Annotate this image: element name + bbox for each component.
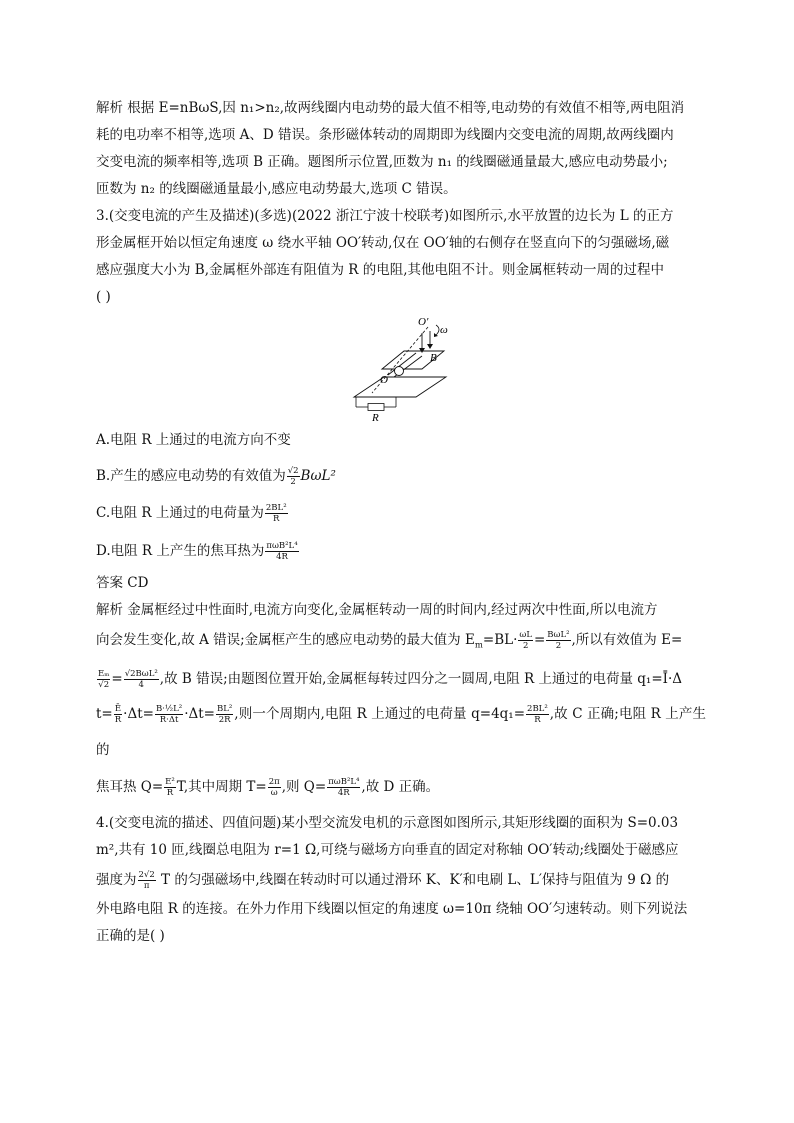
text: ·Δt= <box>123 705 154 722</box>
q3-figure <box>96 311 706 426</box>
fraction <box>216 704 233 725</box>
analysis-label: 解析 <box>96 100 123 116</box>
fraction-numerator: BL² <box>216 703 233 714</box>
analysis-prev-line3: 交变电流的频率相等,选项 B 正确。题图所示位置,匝数为 n₁ 的线圈磁通量最大,感应电动势最小; <box>96 154 668 170</box>
fraction <box>124 669 159 690</box>
text: ,所以有效值为 E= <box>571 632 683 648</box>
q3-analysis-line2 <box>96 624 706 662</box>
label-b: B <box>430 352 437 364</box>
subscript: m <box>474 640 483 651</box>
fraction-numerator: BωL² <box>547 630 570 640</box>
fraction-numerator: πωB²L⁴ <box>328 776 360 787</box>
q3-stem-line1: 3.(交变电流的产生及描述)(多选)(2022 浙江宁波十校联考)如图所示,水平放置的边长为 L 的正方 <box>96 208 674 224</box>
fraction <box>526 704 549 725</box>
text: ,故 C 正确;电阻 R 上产生的 <box>96 705 707 758</box>
fraction-denominator: 2R <box>218 714 231 725</box>
fraction-numerator: 2√2 <box>138 869 155 880</box>
resistor <box>368 404 384 411</box>
text: ,则一个周期内,电阻 R 上通过的电荷量 q=4q₁= <box>234 705 526 722</box>
fraction-denominator: 2 <box>290 477 296 487</box>
fraction <box>327 777 360 798</box>
fraction-numerator: E² <box>165 776 175 787</box>
text: 强度为 <box>96 871 137 888</box>
fraction <box>155 704 183 725</box>
option-c-text: C.电阻 R 上通过的电荷量为 <box>96 505 264 521</box>
fraction-numerator: 2π <box>268 776 280 787</box>
fraction-numerator: πωB²L⁴ <box>266 541 298 551</box>
fraction <box>164 777 176 798</box>
fraction-numerator: 2BL² <box>265 503 287 513</box>
field-arrowhead <box>427 344 433 349</box>
q3-stem-line2: 形金属框开始以恒定角速度 ω 绕水平轴 OO′转动,仅在 OO′轴的右侧存在竖直向下的匀强磁场,磁 <box>96 235 670 251</box>
q3-option-a: A.电阻 R 上通过的电流方向不变 <box>96 432 291 448</box>
text: t= <box>96 705 113 722</box>
fraction <box>287 466 300 487</box>
rotating-frame-diagram <box>344 311 494 423</box>
fraction <box>97 669 110 690</box>
lower-plate <box>354 377 446 397</box>
q3-option-d <box>96 536 706 566</box>
fraction-numerator: 2BL² <box>527 703 548 714</box>
fraction-numerator: ωL <box>519 630 532 640</box>
text: =BL· <box>482 632 518 648</box>
q4-stem-line1: 4.(交变电流的描述、四值问题)某小型交流发电机的示意图如图所示,其矩形线圈的面积为 S=0.03 <box>96 814 679 831</box>
q4-stem-line2: m²,共有 10 匝,线圈总电阻为 r=1 Ω,可绕与磁场方向垂直的固定对称轴 OO′转动;线圈处于磁感应 <box>96 841 679 858</box>
option-b-text: B.产生的感应电动势的有效值为 <box>96 468 286 484</box>
text: 焦耳热 Q= <box>96 778 164 795</box>
text: T 的匀强磁场中,线圈在转动时可以通过滑环 K、K′和电刷 L、L′保持与阻值为 9 Ω 的 <box>156 871 670 888</box>
fraction <box>114 704 122 725</box>
fraction-numerator: √2BωL² <box>124 668 158 679</box>
fraction <box>268 777 281 798</box>
fraction-denominator: ω <box>270 787 278 798</box>
text: = <box>533 632 546 648</box>
fraction-denominator: 4 <box>138 679 144 690</box>
fraction-numerator: √2 <box>287 466 299 476</box>
omega-arc <box>436 325 439 335</box>
fraction <box>265 503 288 524</box>
fraction-numerator: B·½L² <box>155 703 183 714</box>
fraction-numerator: Ē <box>114 703 122 714</box>
text: = <box>111 670 123 687</box>
fraction-denominator: R <box>534 714 541 725</box>
fraction-denominator: √2 <box>98 679 110 690</box>
fraction-denominator: R <box>166 787 174 798</box>
fraction <box>138 870 156 891</box>
analysis-text: 金属框经过中性面时,电流方向变化,金属框转动一周的时间内,经过两次中性面,所以电流方 <box>127 602 658 618</box>
fraction-denominator: 4R <box>337 787 350 798</box>
analysis-prev-line4: 匝数为 n₂ 的线圈磁通量最小,感应电动势最大,选项 C 错误。 <box>96 181 457 197</box>
fraction-denominator: 2 <box>555 641 562 651</box>
q3-stem-line3: 感应强度大小为 B,金属框外部连有阻值为 R 的电阻,其他电阻不计。则金属框转动一周的过程中 <box>96 262 665 278</box>
label-o-prime: O′ <box>418 316 429 328</box>
text: T,其中周期 T= <box>176 778 267 795</box>
option-d-text: D.电阻 R 上产生的焦耳热为 <box>96 543 265 559</box>
fraction-denominator: R <box>114 714 122 725</box>
option-b-formula: BωL² <box>300 468 336 484</box>
q3-answer-blank: ( ) <box>96 289 111 305</box>
analysis-text: 根据 E=nBωS,因 n₁>n₂,故两线圈内电动势的最大值不相等,电动势的有效值不相等,两电阻消 <box>127 100 685 116</box>
fraction <box>518 630 533 651</box>
q3-analysis-line4 <box>96 696 706 768</box>
fraction-denominator: π <box>143 880 150 891</box>
text: ,则 Q= <box>281 778 327 795</box>
fraction <box>265 541 298 562</box>
q4-stem-line4: 外电路电阻 R 的连接。在外力作用下线圈以恒定的角速度 ω=10π 绕轴 OO′匀速转动。则下列说法 <box>96 900 688 917</box>
analysis-prev-line2: 耗的电功率不相等,选项 A、D 错误。条形磁体转动的周期即为线圈内交变电流的周期,故两线圈内 <box>96 127 674 143</box>
text: ,故 B 错误;由题图位置开始,金属框每转过四分之一圆周,电阻 R 上通过的电荷量 q₁=Ī·Δ <box>159 670 682 687</box>
fraction-denominator: 2 <box>522 641 529 651</box>
label-r: R <box>372 412 379 423</box>
text: ·Δt= <box>184 705 215 722</box>
fraction-denominator: R <box>273 514 280 524</box>
text: ,故 D 正确。 <box>361 778 440 795</box>
label-omega: ω <box>440 324 448 336</box>
q3-option-b <box>96 462 706 490</box>
fraction-denominator: 4R <box>276 552 288 562</box>
q3-option-c <box>96 498 706 528</box>
q3-analysis-line1 <box>96 597 706 624</box>
q4-stem-line5: 正确的是( ) <box>96 927 165 944</box>
q3-analysis-line3 <box>96 662 706 696</box>
fraction-numerator: Eₘ <box>98 668 110 679</box>
q3-analysis-line5 <box>96 768 706 806</box>
slip-ring <box>395 367 404 376</box>
analysis-prev-line1 <box>96 95 706 122</box>
document-page <box>96 95 706 950</box>
fraction <box>546 630 570 651</box>
q3-answer: 答案 CD <box>96 575 149 591</box>
label-o: O <box>380 374 388 386</box>
fraction-denominator: R·Δt <box>159 714 179 725</box>
analysis-label: 解析 <box>96 602 123 618</box>
text: 向会发生变化,故 A 错误;金属框产生的感应电动势的最大值为 E <box>96 632 475 648</box>
q4-stem-line3 <box>96 864 706 896</box>
